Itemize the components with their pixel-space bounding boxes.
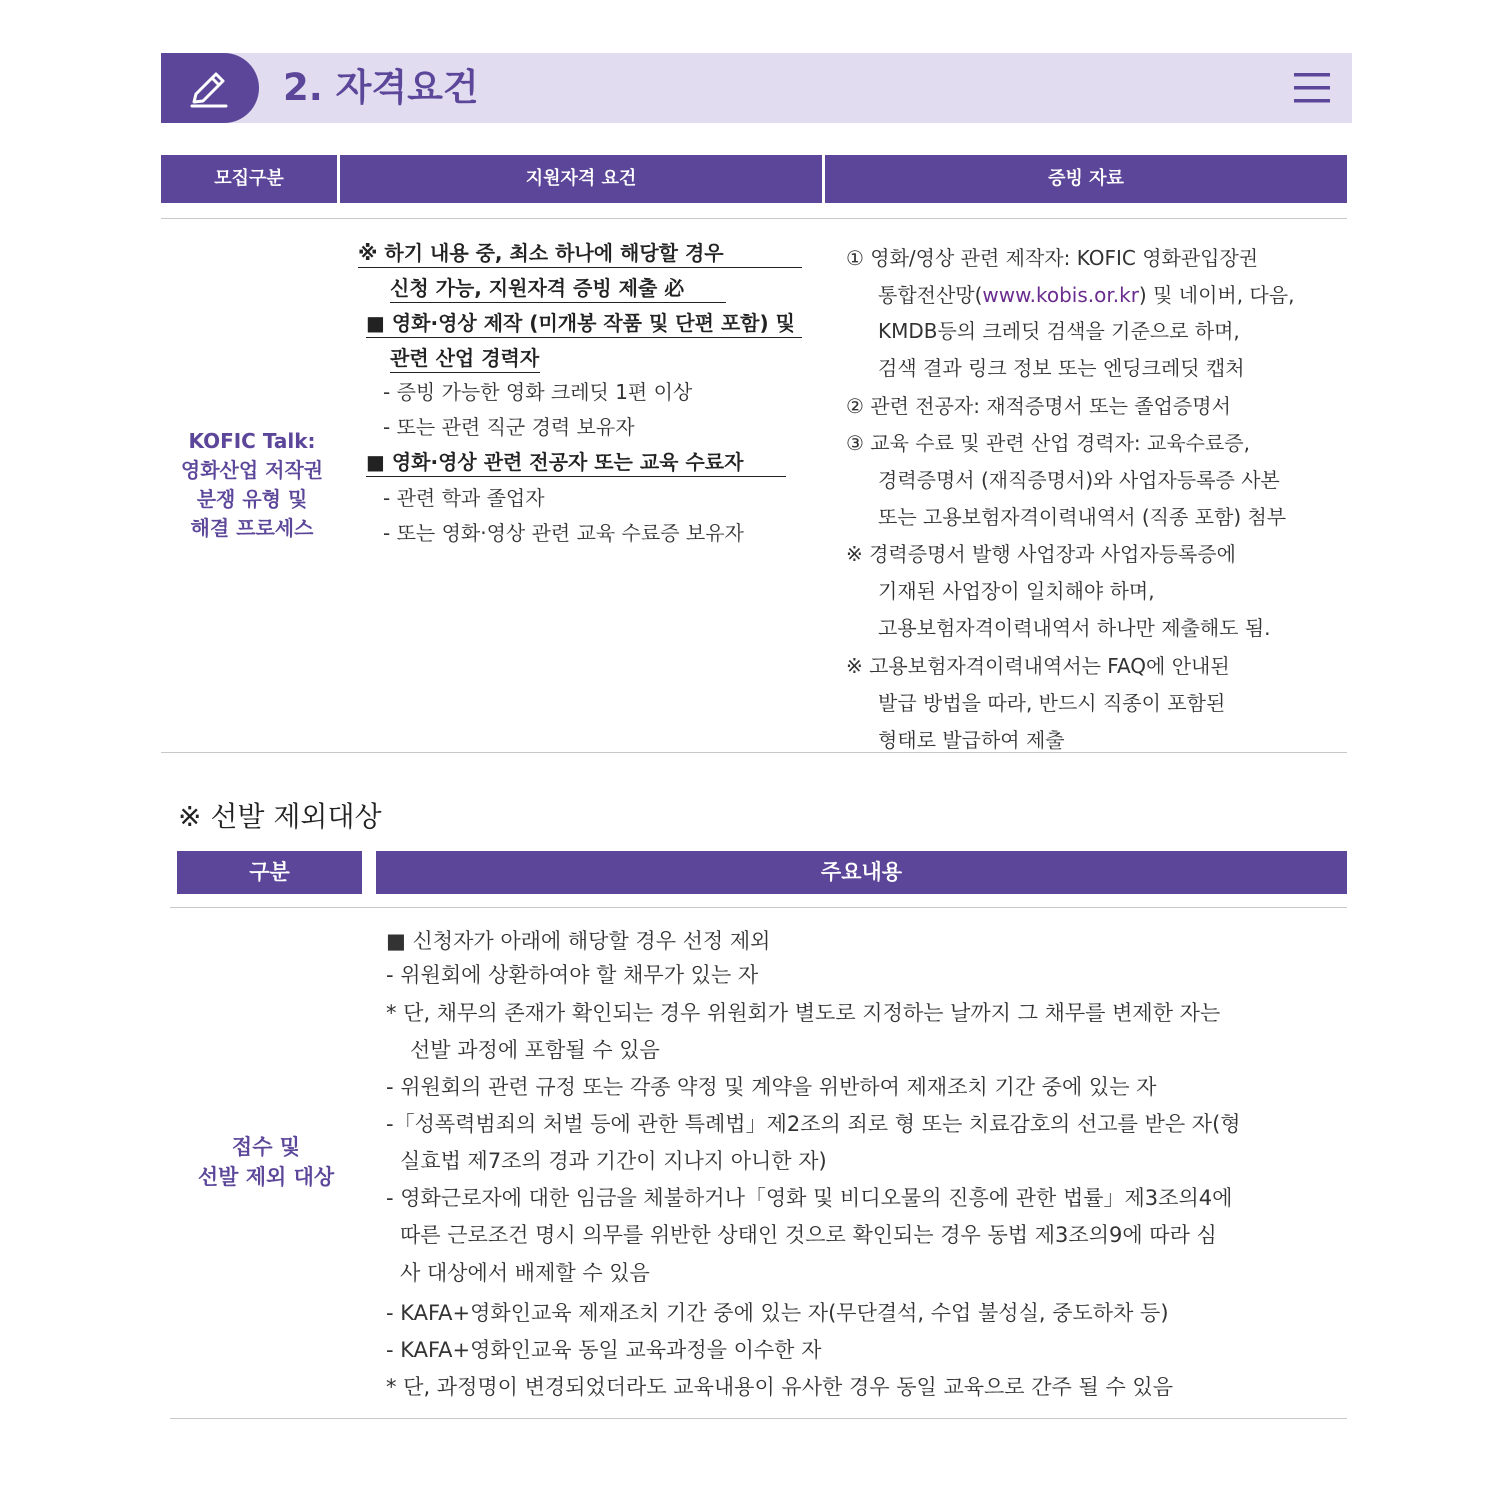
header-requirements: 지원자격 요건 [340, 155, 822, 203]
requirement-line: - 또는 영화·영상 관련 교육 수료증 보유자 [383, 521, 744, 545]
page-title: 2. 자격요건 [283, 66, 479, 109]
exclusion-line: -「성폭력범죄의 처벌 등에 관한 특례법」제2조의 죄로 형 또는 치료감호의 선고를 받은 자(형 [386, 1112, 1241, 1136]
table1-bottom-divider [161, 752, 1347, 753]
table1-top-divider [161, 218, 1347, 219]
evidence-line: ③ 교육 수료 및 관련 산업 경력자: 교육수료증, [846, 431, 1250, 455]
evidence-line: 또는 고용보험자격이력내역서 (직종 포함) 첨부 [878, 505, 1287, 529]
exclusion-line: * 단, 채무의 존재가 확인되는 경우 위원회가 별도로 지정하는 날까지 그 채무를 변제한 자는 [386, 1001, 1221, 1025]
category-line: KOFIC Talk: [188, 429, 316, 453]
category-line: 해결 프로세스 [190, 516, 314, 540]
exclusion-line: - 위원회에 상환하여야 할 채무가 있는 자 [386, 963, 759, 987]
exclusion-category-cell [170, 1132, 362, 1192]
kobis-link[interactable]: www.kobis.or.kr [982, 283, 1139, 307]
exclusion-line: 따른 근로조건 명시 의무를 위반한 상태인 것으로 확인되는 경우 동법 제3조의9에 따라 심 [400, 1223, 1217, 1247]
evidence-line: 경력증명서 (재직증명서)와 사업자등록증 사본 [878, 468, 1280, 492]
evidence-line: ※ 고용보험자격이력내역서는 FAQ에 안내된 [846, 654, 1230, 678]
header-evidence: 증빙 자료 [825, 155, 1347, 203]
table2-bottom-divider [170, 1418, 1347, 1419]
header-main-content: 주요내용 [376, 851, 1347, 894]
requirement-line: - 또는 관련 직군 경력 보유자 [383, 415, 635, 439]
exclusion-line: - 위원회의 관련 규정 또는 각종 약정 및 계약을 위반하여 제재조치 기간 중에 있는 자 [386, 1075, 1157, 1099]
evidence-line: 검색 결과 링크 정보 또는 엔딩크레딧 캡처 [878, 356, 1245, 380]
requirement-line: ■ 영화·영상 관련 전공자 또는 교육 수료자 [366, 446, 786, 477]
recruit-category-cell [161, 427, 343, 543]
exclusion-line: * 단, 과정명이 변경되었더라도 교육내용이 유사한 경우 동일 교육으로 간주 될 수 있음 [386, 1375, 1174, 1399]
evidence-line: 고용보험자격이력내역서 하나만 제출해도 됨. [878, 616, 1271, 640]
exclusion-line: - KAFA+영화인교육 동일 교육과정을 이수한 자 [386, 1338, 822, 1362]
evidence-line: ① 영화/영상 관련 제작자: KOFIC 영화관입장권 [846, 246, 1259, 270]
evidence-line: KMDB등의 크레딧 검색을 기준으로 하며, [878, 319, 1240, 343]
exclusion-line: 사 대상에서 배제할 수 있음 [400, 1261, 650, 1285]
category-line: 선발 제외 대상 [197, 1165, 335, 1189]
header-category: 구분 [177, 851, 362, 894]
evidence-line: ※ 경력증명서 발행 사업장과 사업자등록증에 [846, 542, 1236, 566]
category-line: 접수 및 [231, 1135, 301, 1159]
exclusion-line: - 영화근로자에 대한 임금을 체불하거나「영화 및 비디오물의 진흥에 관한 법률」제3조의4에 [386, 1186, 1233, 1210]
exclusion-section-title: ※ 선발 제외대상 [178, 800, 382, 833]
requirement-line: - 증빙 가능한 영화 크레딧 1편 이상 [383, 380, 693, 404]
header-recruit-category: 모집구분 [161, 155, 337, 203]
evidence-line: 통합전산망(www.kobis.or.kr) 및 네이버, 다음, [878, 283, 1295, 307]
header-badge [161, 53, 259, 123]
requirement-line: - 관련 학과 졸업자 [383, 486, 545, 510]
exclusion-line: 실효법 제7조의 경과 기간이 지나지 아니한 자) [400, 1149, 827, 1173]
requirement-line: ■ 영화·영상 제작 (미개봉 작품 및 단편 포함) 및 [366, 307, 802, 338]
category-line: 분쟁 유형 및 [196, 487, 308, 511]
pencil-icon [186, 68, 230, 110]
requirement-line: 신청 가능, 지원자격 증빙 제출 必 [390, 272, 726, 303]
menu-icon[interactable] [1294, 71, 1330, 105]
evidence-line: 발급 방법을 따라, 반드시 직종이 포함된 [878, 691, 1226, 715]
exclusion-line: 선발 과정에 포함될 수 있음 [410, 1038, 660, 1062]
section-header [161, 53, 1352, 123]
exclusion-line: ■ 신청자가 아래에 해당할 경우 선정 제외 [386, 929, 771, 953]
category-line: 영화산업 저작권 [180, 458, 324, 482]
requirement-line: ※ 하기 내용 중, 최소 하나에 해당할 경우 [358, 237, 802, 268]
evidence-line: 기재된 사업장이 일치해야 하며, [878, 579, 1155, 603]
evidence-line: 형태로 발급하여 제출 [878, 728, 1065, 752]
exclusion-line: - KAFA+영화인교육 제재조치 기간 중에 있는 자(무단결석, 수업 불성실, 중도하차 등) [386, 1301, 1169, 1325]
evidence-line: ② 관련 전공자: 재적증명서 또는 졸업증명서 [846, 394, 1231, 418]
table2-top-divider [170, 907, 1347, 908]
requirement-line: 관련 산업 경력자 [390, 342, 540, 373]
